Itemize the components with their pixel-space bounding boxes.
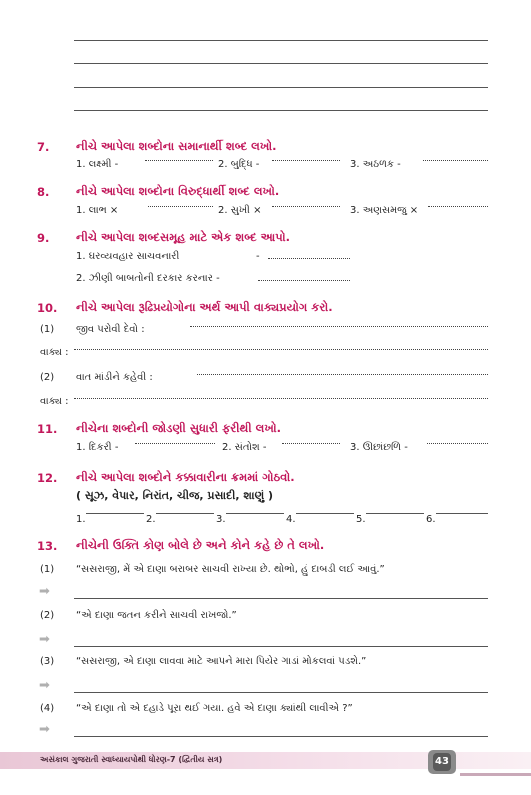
order-number: 1. bbox=[76, 514, 86, 525]
answer-blank[interactable] bbox=[428, 206, 488, 207]
q7-item-3: 3. અઠળક - bbox=[350, 159, 401, 170]
answer-line[interactable] bbox=[86, 513, 144, 514]
question-number: 13. bbox=[37, 539, 58, 553]
q8-item-3: 3. અણસમજુ × bbox=[350, 205, 419, 216]
question-title: નીચે આપેલા શબ્દોના સમાનાર્થી શબ્દ લખો. bbox=[76, 139, 277, 153]
answer-blank[interactable] bbox=[74, 398, 488, 399]
quote-2: “એ દાણા જતન કરીને સાચવી રાખજો.” bbox=[76, 610, 237, 621]
arrow-icon: ➡ bbox=[39, 632, 50, 647]
arrow-icon: ➡ bbox=[39, 584, 50, 599]
arrow-icon: ➡ bbox=[39, 722, 50, 737]
answer-blank[interactable] bbox=[258, 280, 350, 281]
answer-blank[interactable] bbox=[190, 326, 488, 327]
answer-blank[interactable] bbox=[282, 443, 340, 444]
question-title: નીચે આપેલા રૂઢિપ્રયોગોના અર્થ આપી વાક્યપ્રયોગ કરો. bbox=[76, 300, 333, 314]
word-list: ( સૂઝ, વેપાર, નિરાંત, ચીજ, પ્રસાદી, શાણું ) bbox=[76, 489, 274, 502]
answer-blank[interactable] bbox=[197, 374, 488, 375]
answer-line[interactable] bbox=[74, 736, 488, 737]
q11-item-3: 3. ઊછાંછળિ - bbox=[350, 442, 408, 453]
order-number: 2. bbox=[146, 514, 156, 525]
q7-item-2: 2. બુદ્ધિ - bbox=[218, 159, 260, 170]
question-title: નીચેની ઉક્તિ કોણ બોલે છે અને કોને કહે છે તે લખો. bbox=[76, 538, 325, 552]
item-number: (3) bbox=[40, 656, 55, 667]
answer-line[interactable] bbox=[74, 692, 488, 693]
answer-blank[interactable] bbox=[148, 206, 213, 207]
order-number: 4. bbox=[286, 514, 296, 525]
item-number: (1) bbox=[40, 564, 55, 575]
answer-blank[interactable] bbox=[268, 258, 350, 259]
sentence-label: વાક્ય : bbox=[40, 396, 69, 407]
arrow-icon: ➡ bbox=[39, 678, 50, 693]
answer-line bbox=[74, 110, 488, 111]
answer-line[interactable] bbox=[436, 513, 488, 514]
book-title: અસંકાલ ગુજરાતી સ્વાધ્યાયપોથી ધોરણ-7 (દ્વિતીય સત્ર) bbox=[40, 755, 223, 764]
answer-blank[interactable] bbox=[74, 349, 488, 350]
quote-1: “સસરાજી, મેં એ દાણા બરાબર સાચવી રાખ્યા છે. થોભો, હું દાબડી લઈ આવું.” bbox=[76, 564, 385, 575]
question-title: નીચેના શબ્દોની જોડણી સુધારી ફરીથી લખો. bbox=[76, 421, 282, 435]
question-number: 11. bbox=[37, 422, 58, 436]
footer-accent-line bbox=[460, 773, 531, 776]
answer-line bbox=[74, 63, 488, 64]
q8-item-2: 2. સુખી × bbox=[218, 205, 262, 216]
q11-item-2: 2. સંતોશ - bbox=[222, 442, 267, 453]
question-number: 9. bbox=[37, 231, 50, 245]
item-number: (1) bbox=[40, 324, 55, 335]
order-number: 6. bbox=[426, 514, 436, 525]
question-title: નીચે આપેલા શબ્દોના વિરુદ્ધાર્થી શબ્દ લખો. bbox=[76, 184, 280, 198]
question-number: 10. bbox=[37, 301, 58, 315]
answer-blank[interactable] bbox=[135, 443, 215, 444]
order-number: 3. bbox=[216, 514, 226, 525]
q11-item-1: 1. દિકરી - bbox=[76, 442, 119, 453]
answer-line[interactable] bbox=[226, 513, 284, 514]
page-number: 43 bbox=[433, 753, 451, 771]
q9-item-2: 2. ઝીણી બાબતોની દરકાર કરનાર - bbox=[76, 273, 220, 284]
q7-item-1: 1. લક્ષ્મી - bbox=[76, 159, 119, 170]
sentence-label: વાક્ય : bbox=[40, 347, 69, 358]
answer-blank[interactable] bbox=[427, 443, 488, 444]
answer-line[interactable] bbox=[296, 513, 354, 514]
answer-line bbox=[74, 40, 488, 41]
quote-3: “સસરાજી, એ દાણા લાવવા માટે આપને મારા પિયેર ગાડાં મોકલવાં પડશે.” bbox=[76, 656, 367, 667]
question-number: 7. bbox=[37, 140, 50, 154]
item-number: (2) bbox=[40, 610, 55, 621]
question-number: 12. bbox=[37, 471, 58, 485]
idiom-1: જીવ પરોવી દેવો : bbox=[76, 324, 145, 335]
order-number: 5. bbox=[356, 514, 366, 525]
answer-line[interactable] bbox=[74, 598, 488, 599]
item-number: (2) bbox=[40, 372, 55, 383]
answer-line[interactable] bbox=[366, 513, 424, 514]
answer-line[interactable] bbox=[74, 646, 488, 647]
question-number: 8. bbox=[37, 185, 50, 199]
idiom-2: વાત માંડીને કહેવી : bbox=[76, 372, 153, 383]
dash: - bbox=[256, 251, 260, 262]
answer-blank[interactable] bbox=[272, 206, 340, 207]
q9-item-1: 1. ઘરવ્યવહાર સાચવનારી bbox=[76, 251, 180, 262]
q8-item-1: 1. લાભ × bbox=[76, 205, 119, 216]
answer-line bbox=[74, 87, 488, 88]
answer-blank[interactable] bbox=[423, 160, 488, 161]
quote-4: “એ દાણા તો એ દહાડે પૂરા થઈ ગયા. હવે એ દાણા ક્યાંથી લાવીએ ?” bbox=[76, 703, 353, 714]
question-title: નીચે આપેલા શબ્દસમૂહ માટે એક શબ્દ આપો. bbox=[76, 230, 290, 244]
item-number: (4) bbox=[40, 703, 55, 714]
answer-blank[interactable] bbox=[145, 160, 213, 161]
question-title: નીચે આપેલા શબ્દોને કક્કાવારીના ક્રમમાં ગોઠવો. bbox=[76, 470, 295, 484]
answer-blank[interactable] bbox=[272, 160, 340, 161]
answer-line[interactable] bbox=[156, 513, 214, 514]
